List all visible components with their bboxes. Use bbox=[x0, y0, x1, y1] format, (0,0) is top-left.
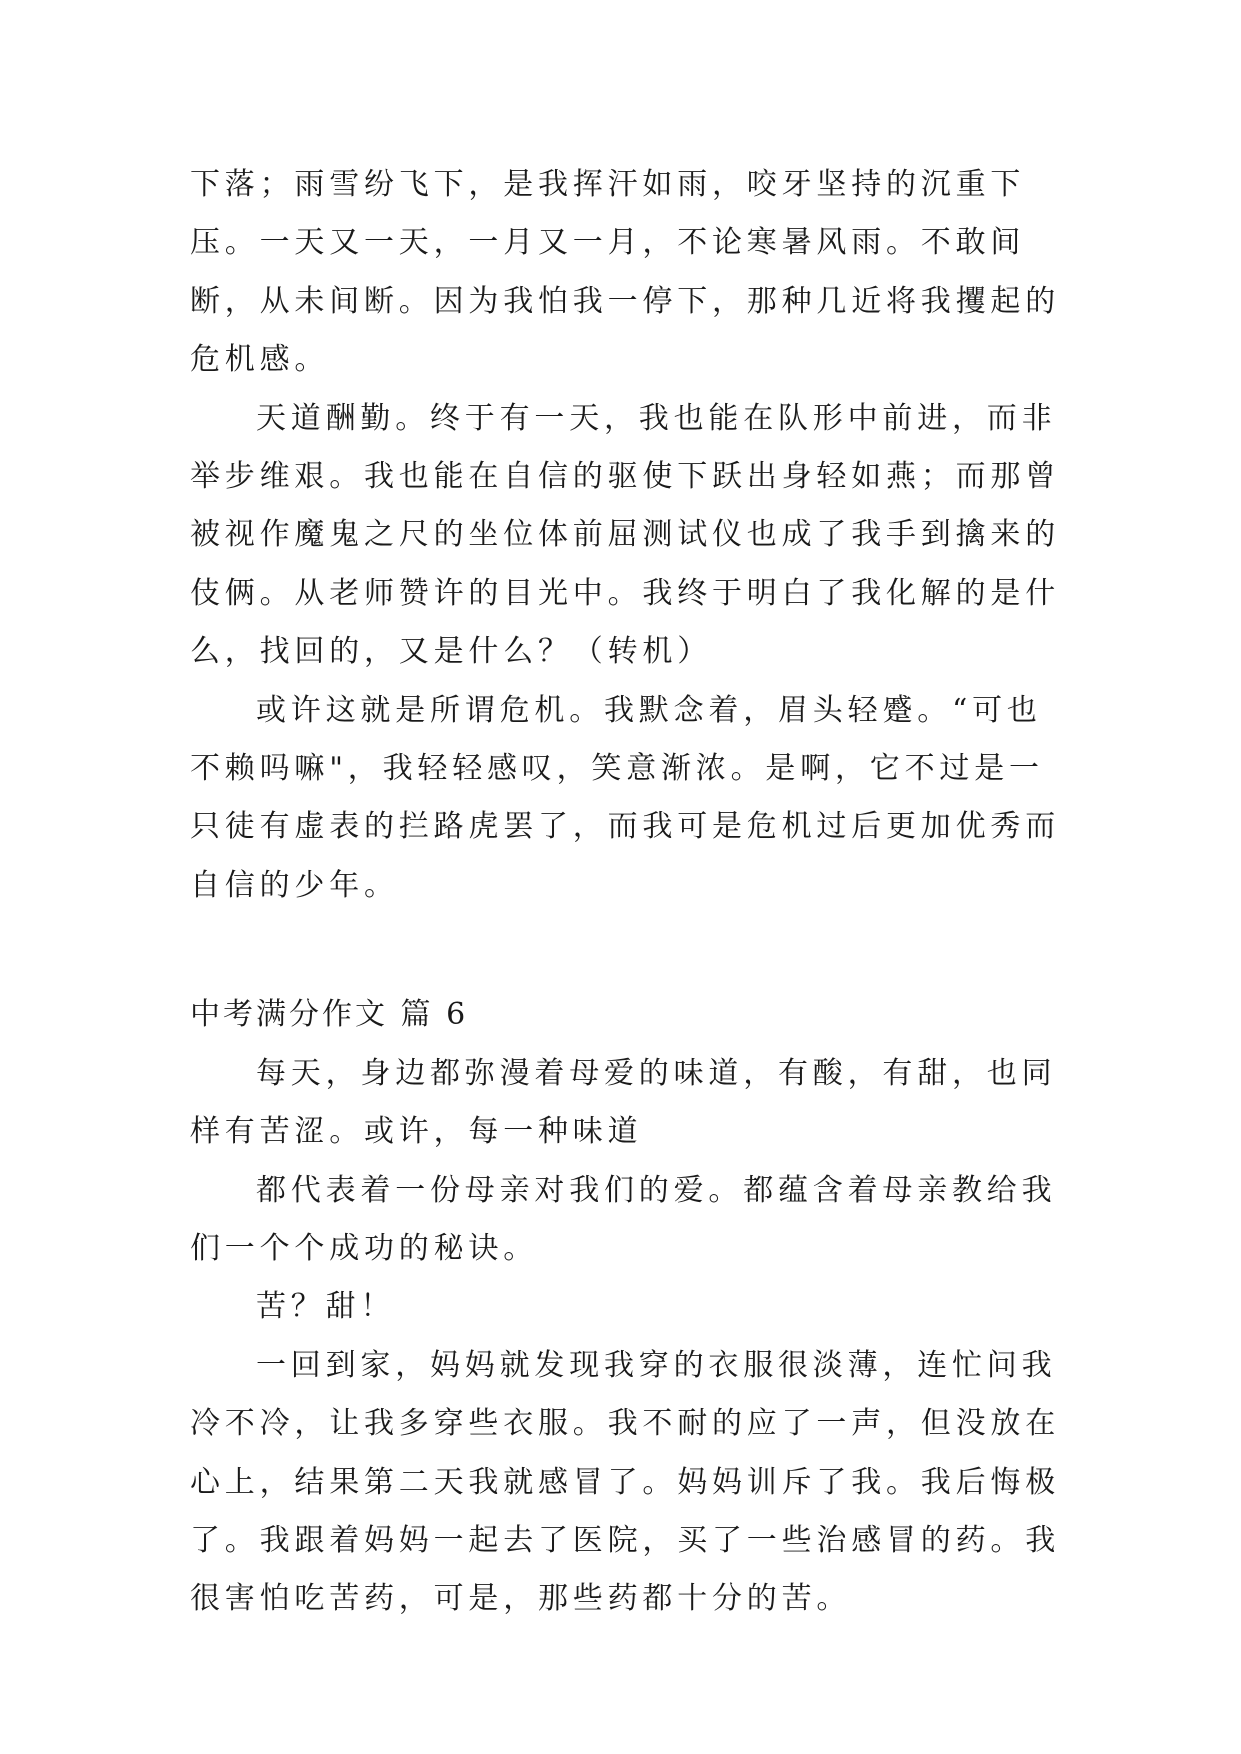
paragraph-intro-continued: 都代表着一份母亲对我们的爱。都蕴含着母亲教给我们一个个成功的秘诀。 bbox=[190, 1172, 1057, 1266]
paragraph-story: 一回到家，妈妈就发现我穿的衣服很淡薄，连忙问我冷不冷，让我多穿些衣服。我不耐的应了一声，但没放在心上，结果第二天我就感冒了。妈妈训斥了我。我后悔极了。我跟着妈妈一起去了医院，买了一些治感冒的药。我很害怕吃苦药，可是，那些药都十分的苦。 bbox=[190, 1347, 1060, 1617]
paragraph-conclusion: 或许这就是所谓危机。我默念着，眉头轻蹙。“可也不赖吗嘛"，我轻轻感叹，笑意渐浓。是啊，它不过是一只徒有虚表的拦路虎罢了，而我可是危机过后更加优秀而自信的少年。 bbox=[190, 692, 1060, 903]
essay-heading: 中考满分作文 篇 6 bbox=[190, 997, 469, 1033]
paragraph-turning-point: 天道酬勤。终于有一天，我也能在队形中前进，而非举步维艰。我也能在自信的驱使下跃出身轻如燕；而那曾被视作魔鬼之尺的坐位体前屈测试仪也成了我手到擒来的伎俩。从老师赞许的目光中。我终于明白了我化解的是什么，找回的，又是什么？（转机） bbox=[190, 400, 1060, 670]
paragraph-continuation: 下落；雨雪纷飞下，是我挥汗如雨，咬牙坚持的沉重下压。一天又一天，一月又一月，不论寒暑风雨。不敢间断，从未间断。因为我怕我一停下，那种几近将我攫起的危机感。 bbox=[190, 167, 1060, 378]
document-body bbox=[190, 156, 1060, 1629]
section-subtitle: 苦？甜！ bbox=[256, 1289, 396, 1325]
paragraph-intro: 每天，身边都弥漫着母爱的味道，有酸，有甜，也同样有苦涩。或许，每一种味道 bbox=[190, 1055, 1057, 1150]
